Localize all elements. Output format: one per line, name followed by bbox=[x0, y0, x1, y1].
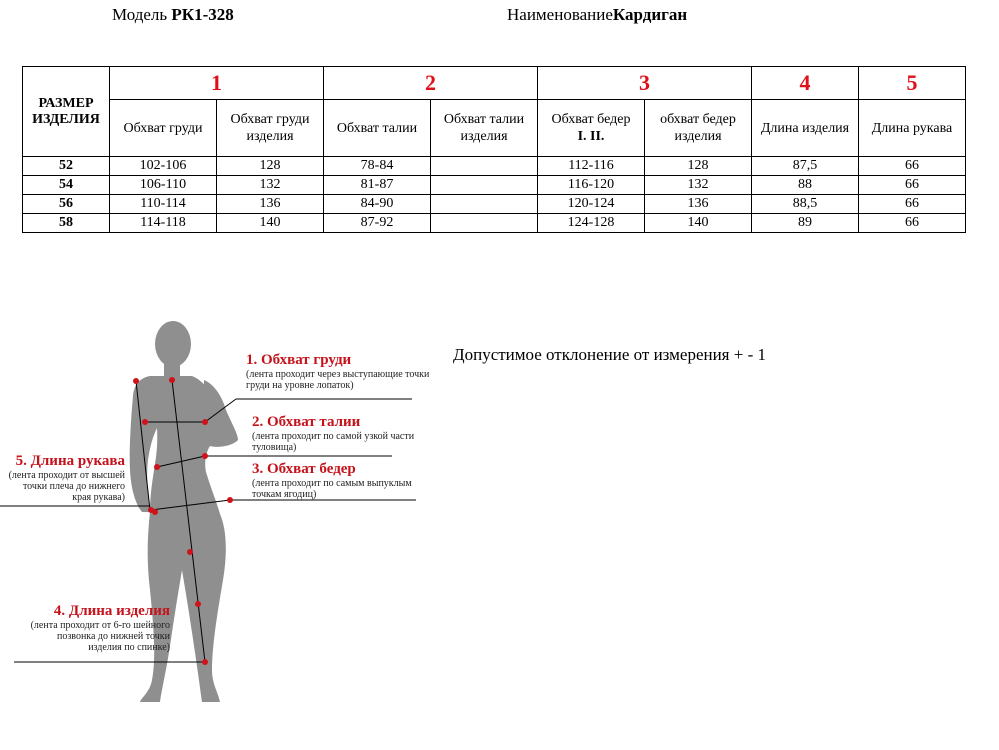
subheader-hips: Обхват бедер I. II. bbox=[538, 100, 645, 157]
callout-length bbox=[30, 603, 170, 653]
table-cell bbox=[431, 214, 538, 233]
size-cell: 56 bbox=[23, 195, 110, 214]
group-3-header: 3 bbox=[538, 67, 752, 100]
group-4-header: 4 bbox=[752, 67, 859, 100]
subheader-length: Длина изделия bbox=[752, 100, 859, 157]
table-cell bbox=[431, 176, 538, 195]
table-cell: 124-128 bbox=[538, 214, 645, 233]
table-cell: 140 bbox=[645, 214, 752, 233]
table-cell: 116-120 bbox=[538, 176, 645, 195]
table-cell: 106-110 bbox=[110, 176, 217, 195]
callout-hips bbox=[252, 461, 437, 500]
size-cell: 52 bbox=[23, 157, 110, 176]
subheader-chest-garment: Обхват груди изделия bbox=[217, 100, 324, 157]
callout-waist-title: 2. Обхват талии bbox=[252, 414, 361, 430]
callout-hips-desc: (лента проходит по самым выпуклым точкам ягодиц) bbox=[252, 478, 412, 500]
name-value: Кардиган bbox=[612, 5, 688, 24]
table-cell: 87-92 bbox=[324, 214, 431, 233]
table-cell: 87,5 bbox=[752, 157, 859, 176]
callout-hips-title: 3. Обхват бедер bbox=[252, 461, 356, 477]
group-5-header: 5 bbox=[859, 67, 966, 100]
subheader-hips-garment: обхват бедер изделия bbox=[645, 100, 752, 157]
table-cell: 89 bbox=[752, 214, 859, 233]
group-1-header: 1 bbox=[110, 67, 324, 100]
table-cell bbox=[431, 157, 538, 176]
callout-waist bbox=[252, 414, 422, 453]
table-cell: 102-106 bbox=[110, 157, 217, 176]
callout-chest bbox=[246, 352, 436, 391]
callout-length-desc: (лента проходит от 6-го шейного позвонка до нижней точки изделия по спинке) bbox=[30, 620, 170, 653]
subheader-chest: Обхват груди bbox=[110, 100, 217, 157]
table-cell: 136 bbox=[217, 195, 324, 214]
table-row bbox=[23, 195, 966, 214]
table-cell: 88,5 bbox=[752, 195, 859, 214]
table-cell: 128 bbox=[217, 157, 324, 176]
callout-sleeve-title: 5. Длина рукава bbox=[15, 453, 125, 469]
table-cell: 78-84 bbox=[324, 157, 431, 176]
table-cell: 132 bbox=[217, 176, 324, 195]
table-cell bbox=[431, 195, 538, 214]
table-cell: 120-124 bbox=[538, 195, 645, 214]
table-cell: 88 bbox=[752, 176, 859, 195]
callout-sleeve-desc: (лента проходит от высшей точки плеча до нижнего края рукава) bbox=[8, 470, 125, 503]
table-row bbox=[23, 157, 966, 176]
model-value: РК1-328 bbox=[171, 5, 234, 24]
product-name-header bbox=[507, 5, 687, 25]
name-label: Наименование bbox=[507, 5, 613, 24]
table-cell: 112-116 bbox=[538, 157, 645, 176]
table-cell: 81-87 bbox=[324, 176, 431, 195]
table-cell: 84-90 bbox=[324, 195, 431, 214]
model-label: Модель bbox=[112, 5, 168, 24]
table-cell: 66 bbox=[859, 176, 966, 195]
table-cell: 66 bbox=[859, 195, 966, 214]
size-cell: 54 bbox=[23, 176, 110, 195]
table-cell: 136 bbox=[645, 195, 752, 214]
table-cell: 110-114 bbox=[110, 195, 217, 214]
table-row bbox=[23, 176, 966, 195]
table-cell: 140 bbox=[217, 214, 324, 233]
model-header bbox=[112, 5, 234, 25]
subheader-row bbox=[23, 100, 966, 157]
table-cell: 132 bbox=[645, 176, 752, 195]
table-cell: 114-118 bbox=[110, 214, 217, 233]
subheader-sleeve: Длина рукава bbox=[859, 100, 966, 157]
table-cell: 66 bbox=[859, 157, 966, 176]
size-cell: 58 bbox=[23, 214, 110, 233]
size-column-header: РАЗМЕР ИЗДЕЛИЯ bbox=[23, 67, 110, 157]
callout-sleeve bbox=[5, 453, 125, 503]
table-cell: 128 bbox=[645, 157, 752, 176]
callout-waist-desc: (лента проходит по самой узкой части туловища) bbox=[252, 431, 415, 453]
table-row bbox=[23, 214, 966, 233]
callout-chest-title: 1. Обхват груди bbox=[246, 352, 352, 368]
table-cell: 66 bbox=[859, 214, 966, 233]
callout-length-title: 4. Длина изделия bbox=[53, 603, 170, 619]
tolerance-note: Допустимое отклонение от измерения + - 1 bbox=[453, 345, 766, 364]
group-header-row bbox=[23, 67, 966, 100]
subheader-waist: Обхват талии bbox=[324, 100, 431, 157]
group-2-header: 2 bbox=[324, 67, 538, 100]
callout-chest-desc: (лента проходит через выступающие точки груди на уровне лопаток) bbox=[246, 369, 430, 391]
subheader-waist-garment: Обхват талии изделия bbox=[431, 100, 538, 157]
size-table bbox=[22, 66, 966, 233]
